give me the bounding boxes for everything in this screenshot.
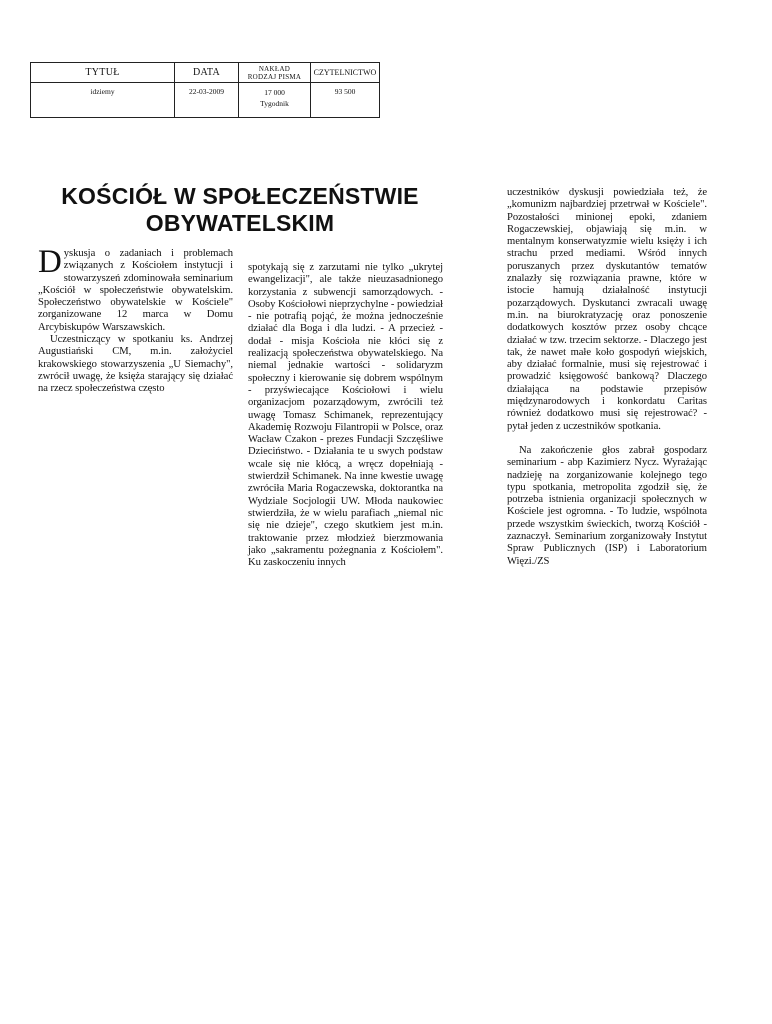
headline-line-1: KOŚCIÓŁ W SPOŁECZEŃSTWIE <box>61 183 419 209</box>
paragraph <box>38 244 233 334</box>
headline-line-2: OBYWATELSKIM <box>145 210 335 236</box>
article-headline <box>40 183 440 237</box>
circulation-header: NAKŁAD <box>258 65 291 73</box>
title-header: TYTUŁ <box>31 63 175 83</box>
drop-cap: D <box>38 244 62 280</box>
paragraph: Uczestniczący w spotkaniu ks. Andrzej Augustiański CM, m.in. założyciel krakowskiego stowarzyszenia „U Siemachy", zwrócił uwagę, że księża starający się działać na rzecz społeczeństwa często <box>38 334 233 395</box>
press-clipping-metadata-table <box>30 62 380 118</box>
circulation-value: 17 000 <box>264 88 285 97</box>
circulation-type-header <box>239 63 311 83</box>
date-value: 22-03-2009 <box>175 83 239 117</box>
article-column-1 <box>38 244 233 396</box>
date-header: DATA <box>175 63 239 83</box>
publication-type-header: RODZAJ PISMA <box>247 73 302 81</box>
paragraph: uczestników dyskusji powiedziała też, że „komunizm najbardziej przetrwał w Kościele". Pozostałości minionej epoki, zdaniem Rogaczewskiej, objawiają się m.in. w mentalnym konserwatyzmie wielu księży i ich strachu przed mediami. Wśród innych poruszanych przez dyskutantów tematów znalazły się rozwiązania prawne, które w istocie hamują działalność instytucji pozarządowych. Dyskutanci zwracali uwagę m.in. na biurokratyzację oraz ponoszenie dodatkowych kosztów przez osoby chcące działać w tzw. trzecim sektorze. - Dlaczego jest tak, że nawet małe koło gospodyń wiejskich, aby działać formalnie, musi się rejestrować i prowadzić księgowość bankową? Dlaczego działająca na podstawie przepisów międzynarodowych i konkordatu Caritas również dodatkowo musi się rejestrować? - pytał jeden z uczestników spotkania. <box>507 187 707 432</box>
circulation-type-value <box>239 83 311 117</box>
paragraph: Na zakończenie głos zabrał gospodarz seminarium - abp Kazimierz Nycz. Wyrażając nadzieję na zorganizowanie kolejnego tego typu spotkania, metropolita zgodził się, że potrzeba istnienia organizacji społecznych w Kościele jest ogromna. - To ludzie, wspólnota przede wszystkim świeckich, tworzą Kościół - zaznaczył. Seminarium zorganizowały Instytut Spraw Publicznych (ISP) i Laboratorium Więzi./ZS <box>507 444 707 567</box>
paragraph-gap <box>507 433 707 445</box>
article-column-2 <box>248 262 443 569</box>
readership-value: 93 500 <box>334 87 356 96</box>
readership-header: CZYTELNICTWO <box>311 63 379 83</box>
paragraph: spotykają się z zarzutami nie tylko „ukrytej ewangelizacji", ale także nieuzasadnionego korzystania z subwencji samorządowych. - Osoby Kościołowi nieprzychylne - powiedział - nie potrafią pojąć, że można jednocześnie działać dla Boga i dla ludzi. - A przecież - dodał - misja Kościoła nie kłóci się z realizacją społeczeństwa obywatelskiego. Na niemal jednakie wartości - solidaryzm społeczny i kierowanie się dobrem wspólnym - przyświecające Kościołowi i wielu organizacjom pozarządowym, zwrócili też uwagę Tomasz Schimanek, reprezentujący Akademię Rozwoju Filantropii w Polsce, oraz Wacław Czakon - prezes Fundacji Szczęśliwe Dzieciństwo. - Działania te u swych podstaw wcale się nie kłócą, a wręcz dopełniają - stwierdził Schimanek. Na inne kwestie uwagę zwróciła Maria Rogaczewska, doktorantka na Wydziale Socjologii UW. Młoda naukowiec stwierdziła, że w wielu parafiach „niemal nic się nie dzieje", czego skutkiem jest m.in. traktowanie przez młodzież bierzmowania jako „sakramentu pożegnania z Kościołem". Ku zaskoczeniu innych <box>248 262 443 569</box>
title-value: idziemy <box>31 83 175 117</box>
publication-type-value: Tygodnik <box>260 99 289 108</box>
paragraph-text: yskusja o zadaniach i problemach związanych z Kościołem instytucji i stowarzyszeń zdominowała seminarium „Kościół w społeczeństwie obywatelskim. Społeczeństwo obywatelskie w Kościele" zorganizowane 12 marca w Domu Arcybiskupów Warszawskich. <box>38 248 233 333</box>
article-column-3 <box>507 187 707 568</box>
